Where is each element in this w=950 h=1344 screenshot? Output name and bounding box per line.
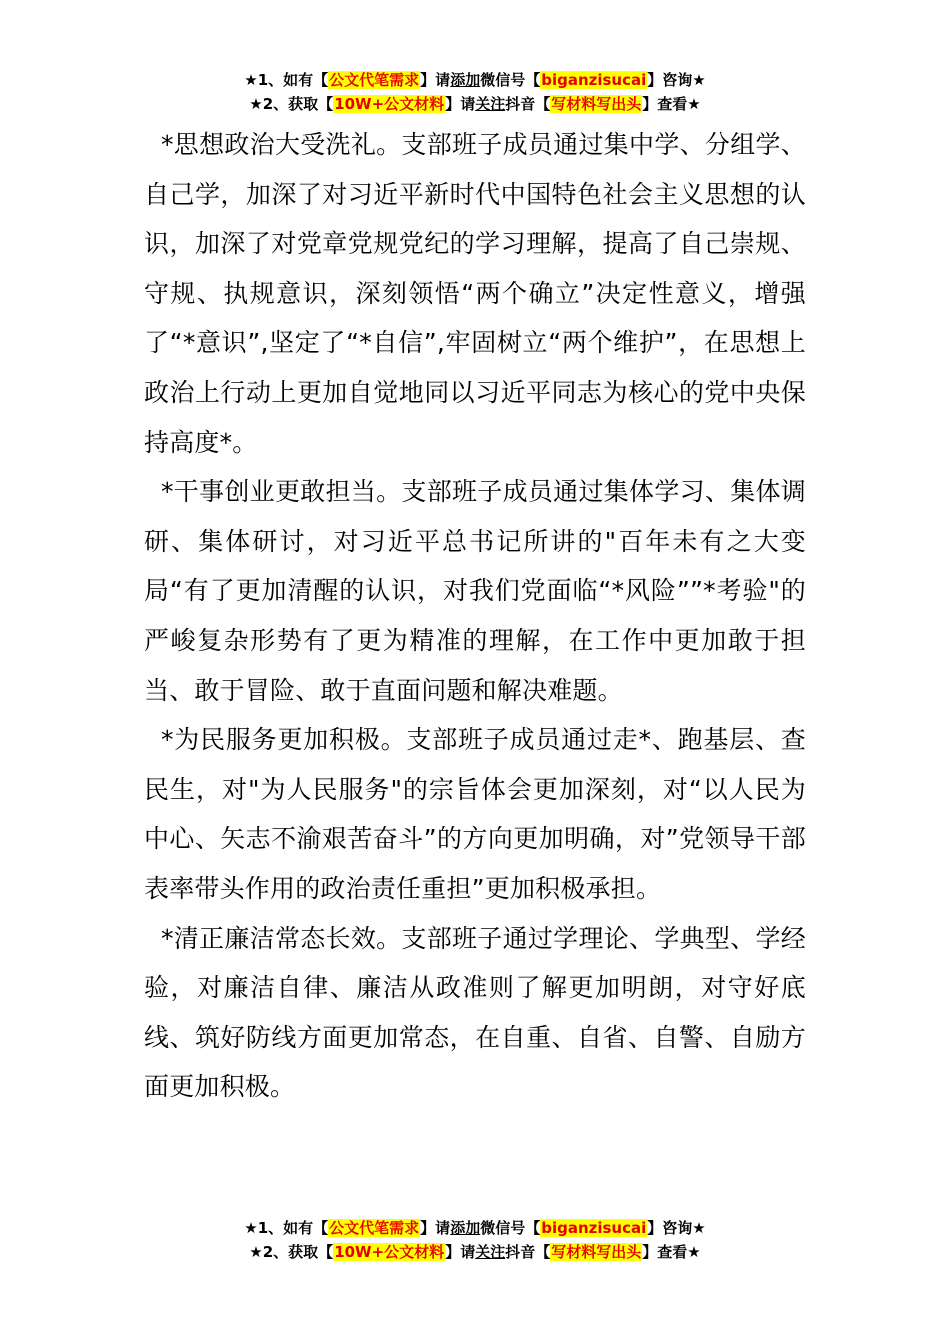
highlight-douyin: 写材料写出头	[551, 95, 642, 113]
highlight-materials: 10W+公文材料	[334, 95, 445, 113]
highlight-service: 公文代笔需求	[329, 1219, 420, 1237]
highlight-materials: 10W+公文材料	[334, 1243, 445, 1261]
highlight-wechat-id: biganzisucai	[541, 71, 647, 89]
header-banner	[0, 68, 950, 116]
banner-line-1: ★1、如有【公文代笔需求】请添加微信号【biganzisucai】咨询★	[244, 1219, 706, 1237]
document-body	[144, 120, 806, 1112]
paragraph-ideology: *思想政治大受洗礼。支部班子成员通过集中学、分组学、自己学，加深了对习近平新时代中国特色社会主义思想的认识，加深了对党章党规党纪的学习理解，提高了自己崇规、守规、执规意识，深刻领悟“两个确立”决定性意义，增强了“*意识”,坚定了“*自信”,牢固树立“两个维护”，在思想上政治上行动上更加自觉地同以习近平同志为核心的党中央保持高度*。	[144, 130, 806, 457]
highlight-service: 公文代笔需求	[329, 71, 420, 89]
footer-banner	[0, 1216, 950, 1264]
banner-line-2: ★2、获取【10W+公文材料】请关注抖音【写材料写出头】查看★	[249, 95, 701, 113]
banner-line-2: ★2、获取【10W+公文材料】请关注抖音【写材料写出头】查看★	[249, 1243, 701, 1261]
banner-line-1: ★1、如有【公文代笔需求】请添加微信号【biganzisucai】咨询★	[244, 71, 706, 89]
paragraph-service: *为民服务更加积极。支部班子成员通过走*、跑基层、查民生，对"为人民服务"的宗旨体会更加深刻，对“以人民为中心、矢志不渝艰苦奋斗”的方向更加明确，对”党领导干部表率带头作用的政治责任重担”更加积极承担。	[144, 725, 806, 903]
paragraph-responsibility: *干事创业更敢担当。支部班子成员通过集体学习、集体调研、集体研讨，对习近平总书记所讲的"百年未有之大变局“有了更加清醒的认识，对我们党面临“*风险””*考验"的严峻复杂形势有了更为精准的理解，在工作中更加敢于担当、敢于冒险、敢于直面问题和解决难题。	[144, 477, 806, 705]
highlight-wechat-id: biganzisucai	[541, 1219, 647, 1237]
highlight-douyin: 写材料写出头	[551, 1243, 642, 1261]
paragraph-integrity: *清正廉洁常态长效。支部班子通过学理论、学典型、学经验，对廉洁自律、廉洁从政准则了解更加明朗，对守好底线、筑好防线方面更加常态，在自重、自省、自警、自励方面更加积极。	[144, 923, 806, 1102]
